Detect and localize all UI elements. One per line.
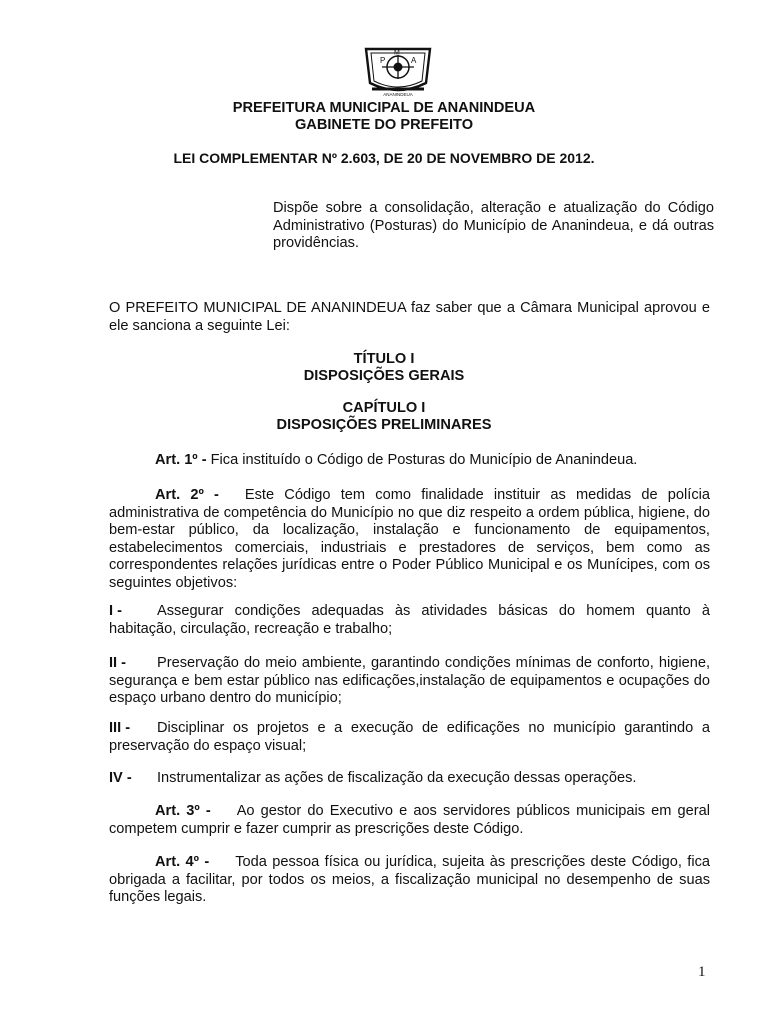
article-2-label: Art. 2º -	[155, 487, 219, 503]
article-3-text: Ao gestor do Executivo e aos servidores públicos municipais em geral competem cumprir e fazer cumprir as prescrições deste Código.	[109, 803, 710, 837]
law-title: LEI COMPLEMENTAR Nº 2.603, DE 20 DE NOVEMBRO DE 2012.	[173, 150, 595, 166]
page-number: 1	[698, 964, 706, 980]
header-line-1: PREFEITURA MUNICIPAL DE ANANINDEUA	[232, 100, 536, 116]
item-4-text: Instrumentalizar as ações de fiscalização da execução dessas operações.	[157, 770, 637, 786]
ementa-paragraph: Dispõe sobre a consolidação, alteração e atualização do Código Administrativo (Posturas) do Município de Ananindeua, e dá outras providências.	[273, 200, 714, 251]
item-1-label: I -	[109, 603, 122, 619]
svg-text:M: M	[394, 49, 400, 57]
article-3	[109, 803, 710, 838]
article-1-label: Art. 1º -	[155, 452, 207, 468]
svg-text:P: P	[380, 56, 386, 65]
article-4	[109, 854, 710, 907]
article-1	[109, 452, 710, 470]
logo-caption: ANANINDEUA	[383, 92, 413, 97]
municipal-seal-logo	[360, 43, 436, 99]
item-3-label: III -	[109, 720, 131, 736]
item-2	[109, 655, 710, 708]
item-3-text: Disciplinar os projetos e a execução de edificações no município garantindo a preservação do espaço visual;	[109, 720, 710, 754]
item-2-text: Preservação do meio ambiente, garantindo condições mínimas de conforto, higiene, segurança e bem estar público nas edificações,instalação de equipamentos e ocupações do espaço urbano dentro do município;	[109, 655, 710, 706]
titulo-label: TÍTULO I	[353, 351, 415, 367]
titulo-name: DISPOSIÇÕES GERAIS	[303, 368, 465, 384]
item-4	[109, 770, 710, 788]
header-line-2: GABINETE DO PREFEITO	[294, 117, 474, 133]
article-2-text: Este Código tem como finalidade instituir as medidas de polícia administrativa de competência do Município no que diz respeito a ordem pública, higiene, do bem-estar público, da localização, instalação e funcionamento de equipamentos, estabelecimentos comerciais, industriais e prestadores de serviços, bem como as correspondentes relações jurídicas entre o Poder Público Municipal e os Munícipes, com os seguintes objetivos:	[109, 487, 710, 591]
item-1	[109, 603, 710, 638]
capitulo-label: CAPÍTULO I	[342, 400, 426, 416]
article-1-text: Fica instituído o Código de Posturas do Município de Ananindeua.	[210, 452, 638, 468]
article-3-label: Art. 3º -	[155, 803, 211, 819]
capitulo-name: DISPOSIÇÕES PRELIMINARES	[276, 417, 492, 433]
item-2-label: II -	[109, 655, 127, 671]
item-1-text: Assegurar condições adequadas às atividades básicas do homem quanto à habitação, circulação, recreação e trabalho;	[109, 603, 710, 637]
article-4-text: Toda pessoa física ou jurídica, sujeita às prescrições deste Código, fica obrigada a facilitar, por todos os meios, a fiscalização municipal no desempenho de suas funções legais.	[109, 854, 710, 905]
svg-text:A: A	[411, 56, 417, 65]
item-4-label: IV -	[109, 770, 132, 786]
article-4-label: Art. 4º -	[155, 854, 210, 870]
article-2	[109, 487, 710, 592]
preamble-paragraph: O PREFEITO MUNICIPAL DE ANANINDEUA faz saber que a Câmara Municipal aprovou e ele sanciona a seguinte Lei:	[109, 300, 710, 334]
item-3	[109, 720, 710, 755]
